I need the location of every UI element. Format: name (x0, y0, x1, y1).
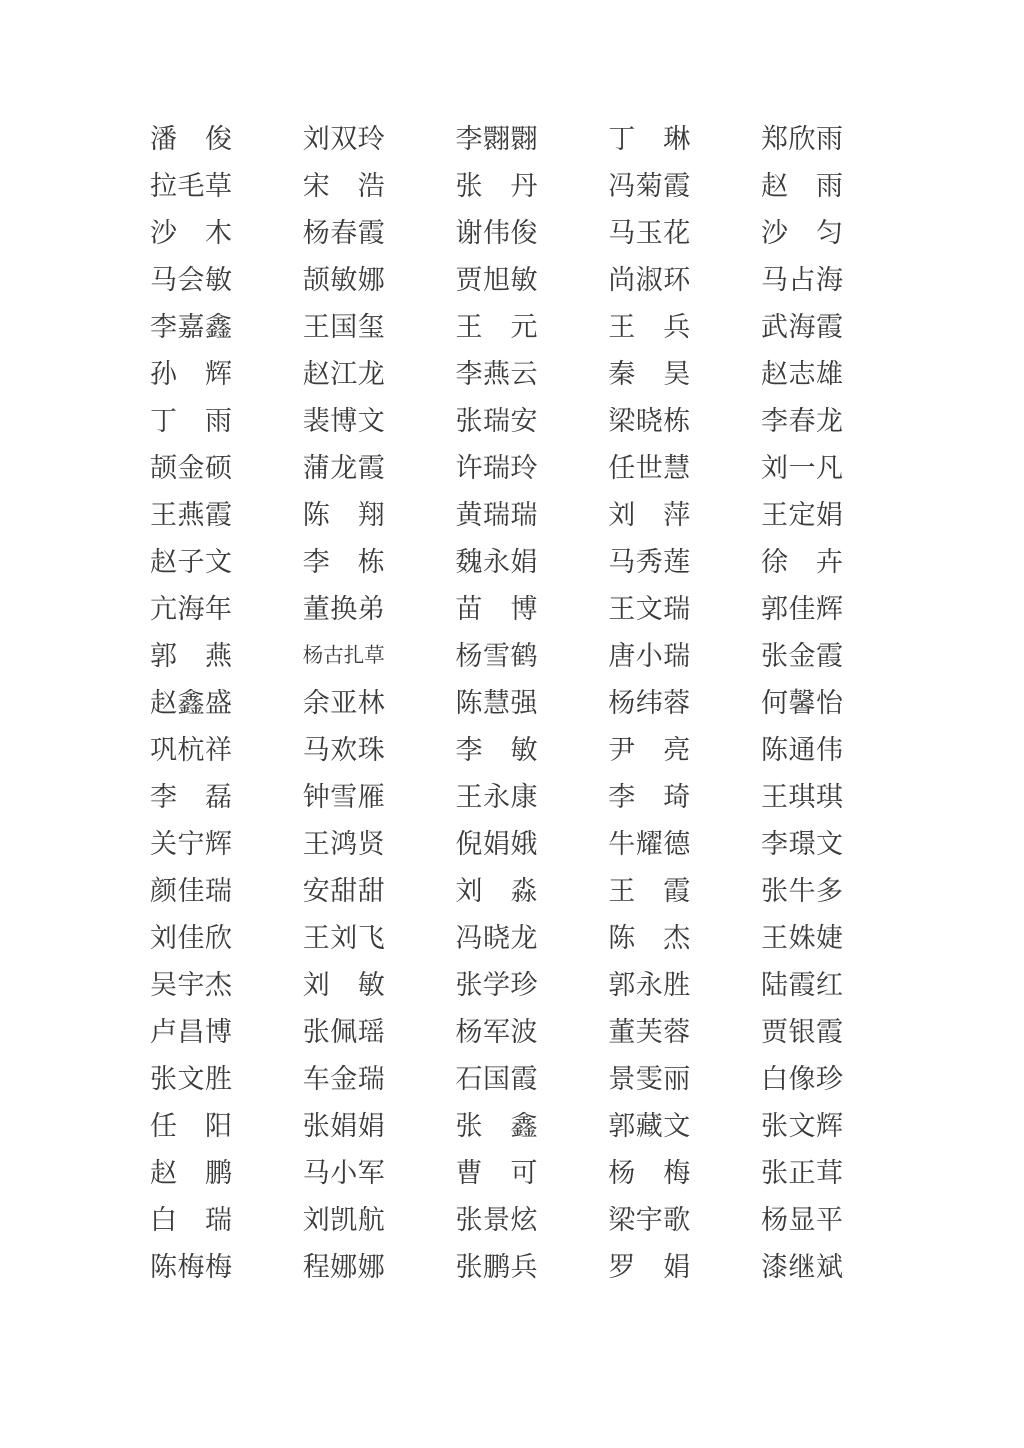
name-cell: 刘佳欣 (150, 923, 233, 953)
name-cell: 吴宇杰 (150, 970, 233, 1000)
name-cell: 徐 卉 (761, 547, 844, 577)
name-row (150, 163, 845, 210)
name-cell: 沙 匀 (761, 218, 844, 248)
name-cell: 李春龙 (761, 406, 844, 436)
name-cell: 曹 可 (455, 1158, 538, 1188)
name-cell: 杨显平 (761, 1205, 844, 1235)
name-row (150, 351, 845, 398)
name-cell: 漆继斌 (761, 1252, 844, 1282)
name-cell: 车金瑞 (302, 1064, 386, 1094)
name-cell: 秦 昊 (608, 359, 691, 389)
name-cell: 安甜甜 (302, 876, 386, 906)
name-row (150, 210, 845, 257)
name-cell: 拉毛草 (150, 171, 233, 201)
name-row (150, 257, 845, 304)
name-cell: 李璟文 (761, 829, 844, 859)
name-cell: 丁 琳 (608, 124, 691, 154)
name-cell: 何馨怡 (761, 688, 844, 718)
name-row (150, 116, 845, 163)
name-cell: 董芙蓉 (608, 1017, 691, 1047)
name-row (150, 304, 845, 351)
name-cell: 赵 鹏 (150, 1158, 233, 1188)
name-cell: 王姝婕 (761, 923, 844, 953)
name-cell: 赵志雄 (761, 359, 844, 389)
name-cell: 张 鑫 (455, 1111, 538, 1141)
name-cell: 罗 娟 (608, 1252, 691, 1282)
name-row (150, 1150, 845, 1197)
name-cell: 赵子文 (150, 547, 233, 577)
name-cell: 冯菊霞 (608, 171, 691, 201)
name-cell: 王 霞 (608, 876, 691, 906)
name-cell: 刘双玲 (302, 124, 386, 154)
name-cell: 马会敏 (150, 265, 233, 295)
name-cell: 刘 敏 (302, 970, 386, 1000)
name-row (150, 774, 845, 821)
name-cell: 刘一凡 (761, 453, 844, 483)
name-cell: 郭藏文 (608, 1111, 691, 1141)
name-cell: 景雯丽 (608, 1064, 691, 1094)
name-cell: 贾旭敏 (455, 265, 538, 295)
name-cell: 倪娟娥 (455, 829, 538, 859)
name-grid (150, 116, 845, 1291)
name-cell: 杨雪鹤 (455, 641, 538, 671)
name-cell: 唐小瑞 (608, 641, 691, 671)
name-row (150, 915, 845, 962)
name-cell: 刘凯航 (302, 1205, 386, 1235)
name-cell: 武海霞 (761, 312, 844, 342)
name-cell: 白像珍 (761, 1064, 844, 1094)
name-cell: 王琪琪 (761, 782, 844, 812)
name-cell: 沙 木 (150, 218, 233, 248)
name-row (150, 680, 845, 727)
name-cell: 尹 亮 (608, 735, 691, 765)
name-cell: 张鹏兵 (455, 1252, 538, 1282)
name-row (150, 868, 845, 915)
name-row (150, 633, 845, 680)
name-cell: 牛耀德 (608, 829, 691, 859)
name-cell: 关宁辉 (150, 829, 233, 859)
name-cell: 李 磊 (150, 782, 233, 812)
name-cell: 张金霞 (761, 641, 844, 671)
name-row (150, 821, 845, 868)
name-cell: 任世慧 (608, 453, 691, 483)
name-cell: 杨古扎草 (302, 645, 385, 668)
name-cell: 石国霞 (455, 1064, 538, 1094)
name-cell: 刘 萍 (608, 500, 691, 530)
name-cell: 李 琦 (608, 782, 691, 812)
name-row (150, 1056, 845, 1103)
name-cell: 魏永娟 (455, 547, 538, 577)
name-cell: 许瑞玲 (455, 453, 538, 483)
name-cell: 杨军波 (455, 1017, 538, 1047)
name-cell: 裴博文 (302, 406, 386, 436)
name-cell: 赵江龙 (302, 359, 386, 389)
name-cell: 陈 翔 (302, 500, 386, 530)
name-cell: 亢海年 (150, 594, 233, 624)
name-cell: 马小军 (302, 1158, 386, 1188)
name-cell: 张文胜 (150, 1064, 233, 1094)
name-cell: 马玉花 (608, 218, 691, 248)
name-cell: 王国玺 (302, 312, 386, 342)
name-cell: 马秀莲 (608, 547, 691, 577)
name-cell: 王鸿贤 (302, 829, 386, 859)
name-cell: 张正茸 (761, 1158, 844, 1188)
name-cell: 刘 淼 (455, 876, 538, 906)
name-row (150, 727, 845, 774)
name-cell: 杨 梅 (608, 1158, 691, 1188)
name-cell: 郭 燕 (150, 641, 233, 671)
name-cell: 谢伟俊 (455, 218, 538, 248)
name-cell: 黄瑞瑞 (455, 500, 538, 530)
name-cell: 赵 雨 (761, 171, 844, 201)
name-row (150, 1244, 845, 1291)
name-cell: 张瑞安 (455, 406, 538, 436)
name-cell: 张娟娟 (302, 1111, 386, 1141)
name-cell: 张佩瑶 (302, 1017, 386, 1047)
name-cell: 巩杭祥 (150, 735, 233, 765)
name-cell: 郑欣雨 (761, 124, 844, 154)
name-cell: 王永康 (455, 782, 538, 812)
name-cell: 钟雪雁 (302, 782, 386, 812)
name-cell: 张牛多 (761, 876, 844, 906)
name-cell: 余亚林 (302, 688, 386, 718)
name-cell: 张景炫 (455, 1205, 538, 1235)
name-cell: 冯晓龙 (455, 923, 538, 953)
name-cell: 颉金硕 (150, 453, 233, 483)
name-cell: 贾银霞 (761, 1017, 844, 1047)
name-row (150, 398, 845, 445)
name-cell: 陈 杰 (608, 923, 691, 953)
name-cell: 陆霞红 (761, 970, 844, 1000)
name-row (150, 539, 845, 586)
name-cell: 李嘉鑫 (150, 312, 233, 342)
name-cell: 董换弟 (302, 594, 386, 624)
name-row (150, 962, 845, 1009)
name-cell: 王文瑞 (608, 594, 691, 624)
name-cell: 陈梅梅 (150, 1252, 233, 1282)
name-cell: 任 阳 (150, 1111, 233, 1141)
name-row (150, 1197, 845, 1244)
name-cell: 马占海 (761, 265, 844, 295)
name-cell: 李翾翾 (455, 124, 538, 154)
name-row (150, 586, 845, 633)
name-cell: 张文辉 (761, 1111, 844, 1141)
name-cell: 马欢珠 (302, 735, 386, 765)
name-cell: 梁晓栋 (608, 406, 691, 436)
name-cell: 宋 浩 (302, 171, 386, 201)
name-cell: 李燕云 (455, 359, 538, 389)
name-cell: 王 兵 (608, 312, 691, 342)
name-cell: 郭佳辉 (761, 594, 844, 624)
name-cell: 蒲龙霞 (302, 453, 386, 483)
name-cell: 杨纬蓉 (608, 688, 691, 718)
name-row (150, 1103, 845, 1150)
name-row (150, 1009, 845, 1056)
name-cell: 程娜娜 (302, 1252, 386, 1282)
name-cell: 王定娟 (761, 500, 844, 530)
name-cell: 赵鑫盛 (150, 688, 233, 718)
name-row (150, 492, 845, 539)
name-cell: 杨春霞 (302, 218, 386, 248)
name-cell: 李 敏 (455, 735, 538, 765)
name-cell: 张学珍 (455, 970, 538, 1000)
name-cell: 王燕霞 (150, 500, 233, 530)
name-cell: 王 元 (455, 312, 538, 342)
name-cell: 颜佳瑞 (150, 876, 233, 906)
name-row (150, 445, 845, 492)
name-cell: 梁宇歌 (608, 1205, 691, 1235)
name-cell: 白 瑞 (150, 1205, 233, 1235)
name-cell: 卢昌博 (150, 1017, 233, 1047)
name-cell: 李 栋 (302, 547, 386, 577)
name-cell: 张 丹 (455, 171, 538, 201)
name-cell: 陈通伟 (761, 735, 844, 765)
name-cell: 郭永胜 (608, 970, 691, 1000)
name-cell: 丁 雨 (150, 406, 233, 436)
name-cell: 孙 辉 (150, 359, 233, 389)
name-cell: 颉敏娜 (302, 265, 386, 295)
name-cell: 王刘飞 (302, 923, 386, 953)
name-cell: 陈慧强 (455, 688, 538, 718)
name-cell: 尚淑环 (608, 265, 691, 295)
name-cell: 潘 俊 (150, 124, 233, 154)
name-cell: 苗 博 (455, 594, 538, 624)
